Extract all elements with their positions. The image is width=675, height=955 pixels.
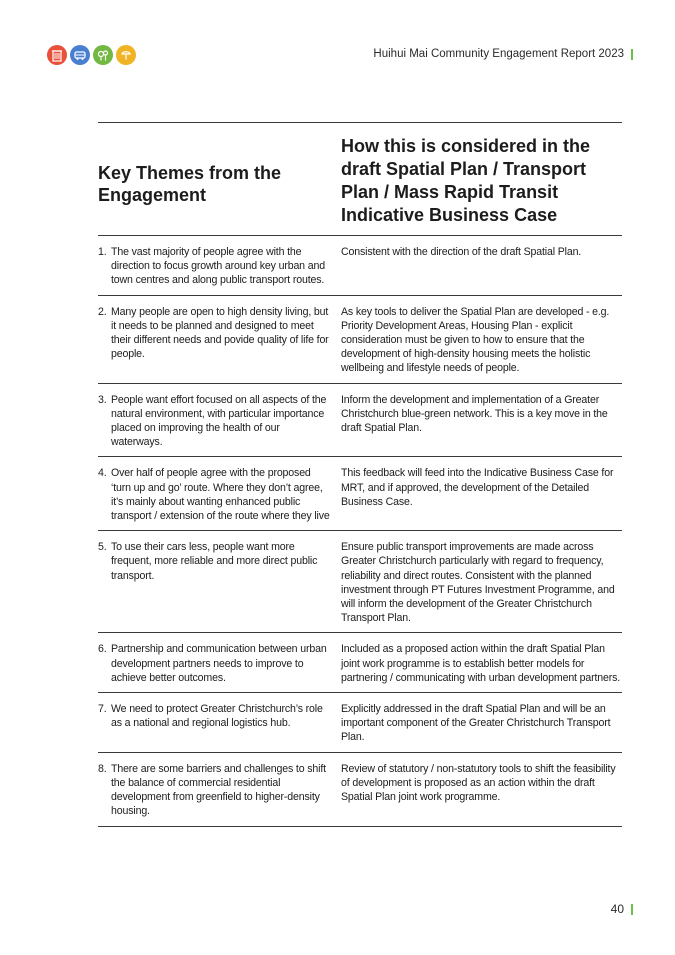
theme-cell [98, 383, 341, 457]
theme-text: Partnership and communication between urban development partners needs to improve to achieve better outcomes. [111, 643, 327, 684]
row-number: 3. [98, 393, 107, 406]
theme-text: Many people are open to high density living, but it needs to be planned and designed to meet their different needs and povide quality of life for people. [111, 305, 329, 361]
theme-cell [98, 752, 341, 826]
response-cell: This feedback will feed into the Indicative Business Case for MRT, and if approved, the development of the Detailed Business Case. [341, 457, 622, 531]
table-row [98, 383, 622, 457]
col1-header: Key Themes from the Engagement [98, 123, 341, 236]
building-icon [47, 45, 67, 65]
response-cell: Review of statutory / non-statutory tools to shift the feasibility of development is proposed as an action within the draft Spatial Plan joint work programme. [341, 752, 622, 826]
report-title: Huihui Mai Community Engagement Report 2023 [373, 48, 624, 60]
response-cell: As key tools to deliver the Spatial Plan are developed - e.g. Priority Development Areas, Housing Plan - explicit consideration must be given to how to ensure that the development of high-density housing meets the holistic wellbeing and lifestyle needs of people. [341, 295, 622, 383]
table-row [98, 457, 622, 531]
row-number: 2. [98, 305, 107, 318]
row-number: 8. [98, 762, 107, 775]
logo [47, 45, 136, 65]
themes-table [98, 122, 622, 827]
table-row [98, 633, 622, 693]
theme-cell [98, 295, 341, 383]
theme-text: There are some barriers and challenges to shift the balance of commercial residential development from greenfield to higher-density housing. [111, 762, 326, 818]
table-row [98, 752, 622, 826]
theme-cell [98, 236, 341, 296]
row-number: 5. [98, 541, 107, 554]
row-number: 1. [98, 246, 107, 258]
footer-accent-bar [631, 904, 633, 915]
col2-header: How this is considered in the draft Spatial Plan / Transport Plan / Mass Rapid Transit Indicative Business Case [341, 123, 622, 236]
table-row [98, 531, 622, 633]
theme-cell [98, 531, 341, 633]
response-cell: Included as a proposed action within the draft Spatial Plan joint work programme is to establish better models for partnering / communicating with urban development partners. [341, 633, 622, 693]
response-cell: Explicitly addressed in the draft Spatial Plan and will be an important component of the Greater Christchurch Transport Plan. [341, 693, 622, 753]
trees-icon [93, 45, 113, 65]
theme-text: To use their cars less, people want more frequent, more reliable and more direct public transport. [111, 541, 318, 582]
response-cell: Inform the development and implementation of a Greater Christchurch blue-green network. This is a key move in the draft Spatial Plan. [341, 383, 622, 457]
response-cell: Ensure public transport improvements are made across Greater Christchurch particularly with regard to frequency, reliability and direct routes. Consistent with the planned investment through PT Futures Investment Programme, and will inform the development of the Greater Christchurch Transport Plan. [341, 531, 622, 633]
row-number: 7. [98, 703, 107, 716]
table-header-row [98, 123, 622, 236]
table-row [98, 295, 622, 383]
theme-text: We need to protect Greater Christchurch’s role as a national and regional logistics hub. [111, 703, 323, 730]
bus-icon [70, 45, 90, 65]
row-number: 6. [98, 643, 107, 656]
theme-cell [98, 633, 341, 693]
header-accent-bar [631, 49, 633, 60]
table-row [98, 236, 622, 296]
theme-cell [98, 457, 341, 531]
page-number: 40 [610, 902, 624, 916]
table-row [98, 693, 622, 753]
theme-text: The vast majority of people agree with the direction to focus growth around key urban and town centres and along public transport routes. [111, 246, 325, 287]
theme-text: People want effort focused on all aspects of the natural environment, with particular importance placed on improving the health of our waterways. [111, 393, 327, 449]
theme-cell [98, 693, 341, 753]
umbrella-icon [116, 45, 136, 65]
row-number: 4. [98, 467, 107, 480]
response-cell: Consistent with the direction of the draft Spatial Plan. [341, 236, 622, 296]
theme-text: Over half of people agree with the proposed ‘turn up and go’ route. Where they don’t agree, it’s mainly about wanting enhanced public transport / extension of the route where they live [111, 467, 330, 523]
